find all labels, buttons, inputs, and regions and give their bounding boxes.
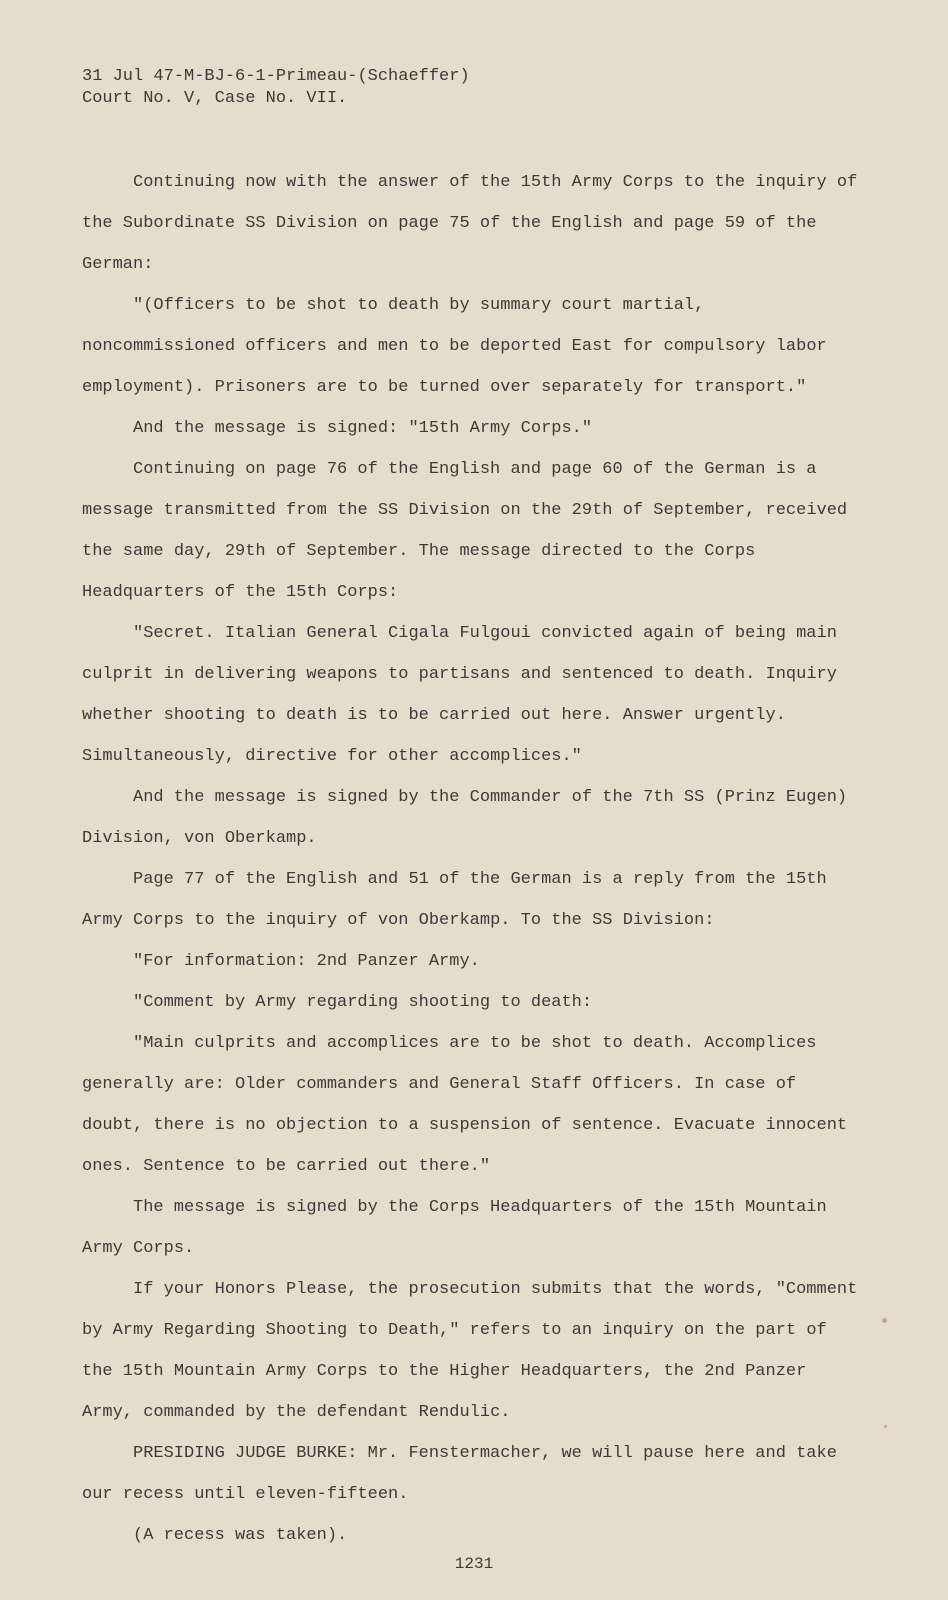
paragraph: And the message is signed by the Commander of the 7th SS (Prinz Eugen) Division, von Oberkamp.	[82, 788, 848, 848]
paragraph: "Comment by Army regarding shooting to death:	[133, 993, 593, 1012]
paper-speck	[884, 1425, 887, 1428]
paragraph: And the message is signed: "15th Army Corps."	[133, 419, 593, 438]
paragraph: If your Honors Please, the prosecution submits that the words, "Comment by Army Regarding Shooting to Death," refers to an inquiry on the part of the 15th Mountain Army Corps to the Higher Headquarters, the 2nd Panzer Army, commanded by the defendant Rendulic.	[82, 1280, 858, 1422]
document-header	[82, 66, 470, 110]
paragraph: "(Officers to be shot to death by summary court martial, noncommissioned officers and men to be deported East for compulsory labor employment). Prisoners are to be turned over separately for transport."	[82, 296, 827, 397]
paragraph: "Main culprits and accomplices are to be shot to death. Accomplices generally are: Older commanders and General Staff Officers. In case of doubt, there is no objection to a suspension of sentence. Evacuate innocent ones. Sentence to be carried out there."	[82, 1034, 848, 1176]
paragraph: "Secret. Italian General Cigala Fulgoui convicted again of being main culprit in delivering weapons to partisans and sentenced to death. Inquiry whether shooting to death is to be carried out here. Answer urgently. Simultaneously, directive for other accomplices."	[82, 624, 837, 766]
paragraph: Page 77 of the English and 51 of the German is a reply from the 15th Army Corps to the inquiry of von Oberkamp. To the SS Division:	[82, 870, 827, 930]
paragraph: "For information: 2nd Panzer Army.	[133, 952, 480, 971]
paragraph: (A recess was taken).	[133, 1526, 348, 1545]
paragraph: PRESIDING JUDGE BURKE: Mr. Fenstermacher, we will pause here and take our recess until eleven-fifteen.	[82, 1444, 837, 1504]
paper-speck	[882, 1318, 887, 1323]
page-number: 1231	[454, 1555, 494, 1573]
transcript-body	[82, 162, 862, 1556]
paragraph: Continuing now with the answer of the 15th Army Corps to the inquiry of the Subordinate SS Division on page 75 of the English and page 59 of the German:	[82, 173, 858, 274]
paragraph: The message is signed by the Corps Headquarters of the 15th Mountain Army Corps.	[82, 1198, 827, 1258]
paragraph: Continuing on page 76 of the English and page 60 of the German is a message transmitted from the SS Division on the 29th of September, received the same day, 29th of September. The message directed to the Corps Headquarters of the 15th Corps:	[82, 460, 848, 602]
header-court-case: Court No. V, Case No. VII.	[82, 89, 348, 108]
header-reference: 31 Jul 47-M-BJ-6-1-Primeau-(Schaeffer)	[82, 67, 470, 86]
